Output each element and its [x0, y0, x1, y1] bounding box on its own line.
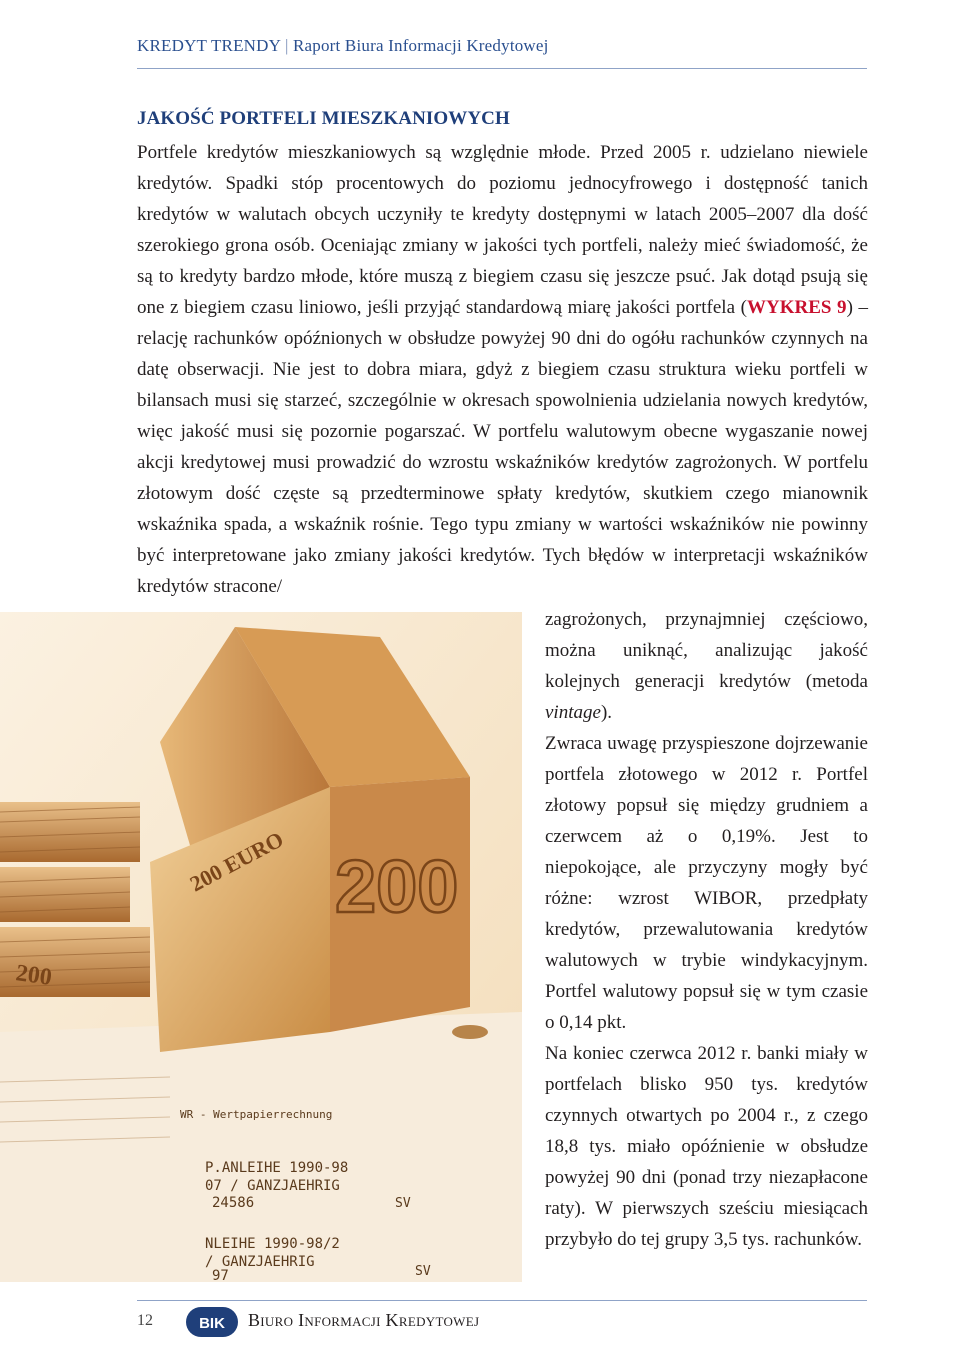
header-publication: KREDYT TRENDY — [137, 36, 281, 55]
chart-reference-link[interactable]: WYKRES 9 — [746, 297, 847, 318]
banknote-label: 200 EURO — [185, 826, 288, 897]
body-text-wide — [137, 137, 868, 602]
bik-logo-text: BIK — [199, 1315, 225, 1332]
body-text-narrow — [545, 604, 868, 1255]
doc-sv-2: SV — [415, 1264, 431, 1279]
section-title: JAKOŚĆ PORTFELI MIESZKANIOWYCH — [137, 108, 510, 129]
paragraph-3: Na koniec czerwca 2012 r. banki miały w portfelach blisko 950 tys. kredytów czynnych otwartych po 2004 r., z czego 18,8 tys. miało opóźnienie w obsłudze powyżej 90 dni (ponad trzy niezapłacone raty). W pierwszych sześciu miesiącach przybyło do tej grupy 3,5 tys. rachunków. — [545, 1043, 868, 1250]
header-rule — [137, 68, 867, 69]
doc-line-3: 24586 — [212, 1195, 255, 1211]
bik-logo-icon — [186, 1307, 238, 1337]
organization-name: Biuro Informacji Kredytowej — [248, 1310, 480, 1330]
banknote-value-stack: 200 — [14, 960, 54, 991]
vintage-term: vintage — [545, 702, 601, 723]
footer-rule — [137, 1300, 867, 1301]
header-separator: | — [284, 36, 289, 55]
doc-line-4: NLEIHE 1990-98/2 — [205, 1236, 340, 1252]
doc-line-2: 07 / GANZJAEHRIG — [205, 1178, 340, 1194]
doc-line-6: 97 — [212, 1268, 229, 1282]
header-subtitle: Raport Biura Informacji Kredytowej — [293, 36, 549, 55]
page-number: 12 — [137, 1312, 153, 1329]
running-header — [137, 36, 549, 56]
banknote-house-photo — [0, 612, 522, 1282]
banknote-value: 200 — [335, 845, 459, 928]
doc-line-5: / GANZJAEHRIG — [205, 1254, 315, 1270]
doc-line-1: P.ANLEIHE 1990-98 — [205, 1160, 349, 1176]
doc-line-7: WR - Wertpapierrechnung — [180, 1108, 333, 1121]
doc-sv-1: SV — [395, 1196, 411, 1211]
paragraph-1-continued: zagrożonych, przynajmniej częściowo, można uniknąć, analizując jakość kolejnych generacji kredytów (metoda vintage). — [545, 609, 868, 723]
paragraph-2: Zwraca uwagę przyspieszone dojrzewanie portfela złotowego w 2012 r. Portfel złotowy popsuł się między grudniem a czerwcem aż o 0,19%. Jest to niepokojące, ale przyczyny mogły być różne: wzrost WIBOR, przedpłaty kredytów, przewalutowania kredytów walutowych w trybie windykacyjnym. Portfel walutowy popsuł się w tym czasie o 0,14 pkt. — [545, 733, 868, 1033]
paragraph-1-wide: Portfele kredytów mieszkaniowych są względnie młode. Przed 2005 r. udzielano niewiele kredytów. Spadki stóp procentowych do poziomu jednocyfrowego i dostępność tanich kredytów w walutach obcych uczyniły te kredyty dostępnymi w latach 2005–2007 dla dość szerokiego grona osób. Oceniając zmiany w jakości tych portfeli, należy mieć świadomość, że są to kredyty bardzo młode, które muszą z biegiem czasu się jeszcze psuć. Jak dotąd psują się one z biegiem czasu liniowo, jeśli przyjąć standardową miarę jakości portfela (WYKRES 9) – relację rachunków opóźnionych w obsłudze powyżej 90 dni do ogółu rachunków czynnych na datę obserwacji. Nie jest to dobra miara, gdyż z biegiem czasu struktura wieku portfeli w bilansach musi się starzeć, szczególnie w okresach spowolnienia udzielania nowych kredytów, więc jakość musi się pozornie pogarszać. W portfelu walutowym obecne wygaszanie nowej akcji kredytowej musi prowadzić do wzrostu wskaźników kredytów zagrożonych. W portfelu złotowym dość częste są przedterminowe spłaty kredytów, skutkiem czego mianownik wskaźnika spada, a wskaźnik rośnie. Tego typu zmiany w wartości wskaźników nie powinny być interpretowane jako zmiany jakości kredytów. Tych błędów w interpretacji wskaźników kredytów stracone/ — [137, 142, 869, 597]
